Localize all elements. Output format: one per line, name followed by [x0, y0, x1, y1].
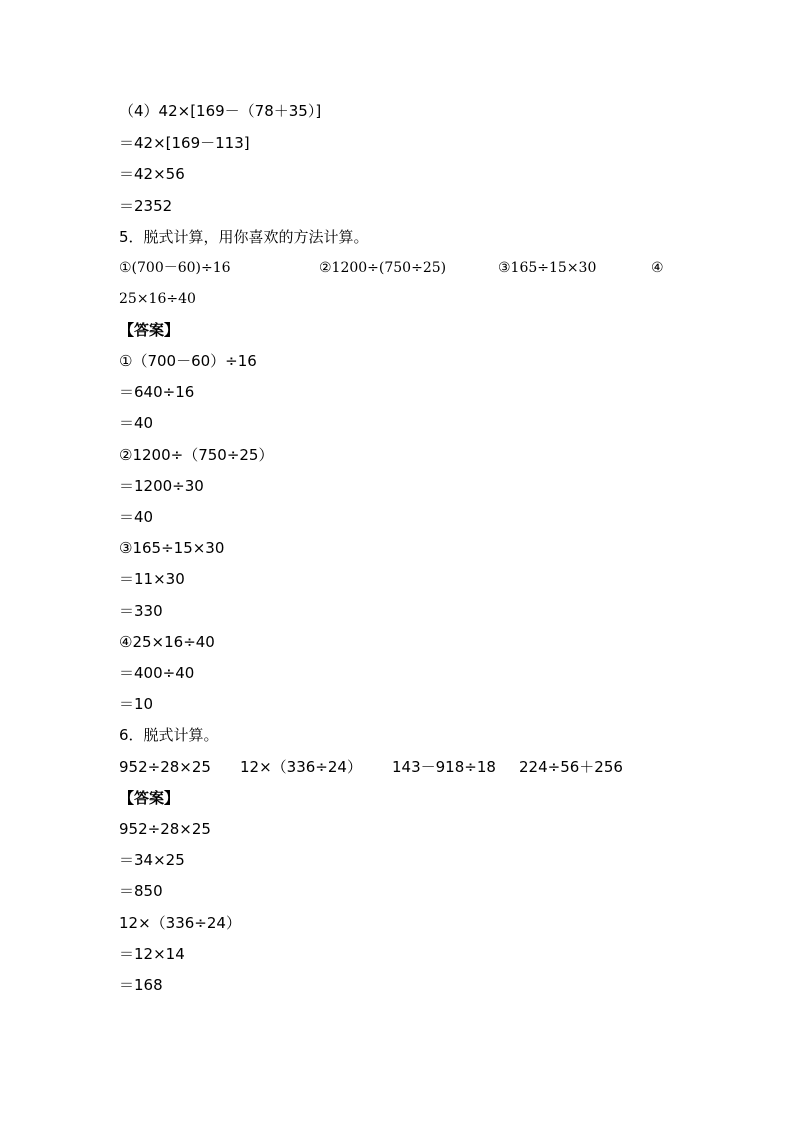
question-5-item-1: ①(700－60)÷16 — [119, 260, 231, 276]
answer-6-2-result: ＝168 — [119, 976, 163, 994]
answer-5-3-step: ＝11×30 — [119, 570, 185, 588]
answer-5-1-step: ＝640÷16 — [119, 383, 195, 401]
answer-6-1-expression: 952÷28×25 — [119, 820, 211, 838]
answer-5-2-result: ＝40 — [119, 508, 154, 526]
question-5-title: 5．脱式计算，用你喜欢的方法计算。 — [119, 228, 369, 246]
answer-6-2-step: ＝12×14 — [119, 945, 185, 963]
answer-5-2-expression: ②1200÷（750÷25） — [119, 446, 274, 464]
answer-5-1-expression: ①（700－60）÷16 — [119, 352, 257, 370]
answer-5-4-step: ＝400÷40 — [119, 664, 195, 682]
question-6-item-3: 143－918÷18 — [392, 758, 496, 776]
answer-5-3-expression: ③165÷15×30 — [119, 539, 225, 557]
answer-6-1-step: ＝34×25 — [119, 851, 185, 869]
step-4-result: ＝2352 — [119, 197, 173, 215]
answer-5-1-result: ＝40 — [119, 414, 154, 432]
question-6-item-4: 224÷56＋256 — [519, 758, 623, 776]
answer-heading-5: 【答案】 — [119, 321, 180, 339]
question-6-item-2: 12×（336÷24） — [240, 758, 362, 776]
step-4-line-1: ＝42×[169－113] — [119, 134, 250, 152]
step-4-line-2: ＝42×56 — [119, 165, 185, 183]
answer-5-4-result: ＝10 — [119, 695, 154, 713]
question-5-item-2: ②1200÷(750÷25) — [319, 260, 447, 276]
question-5-item-4: 25×16÷40 — [119, 291, 196, 307]
question-5-item-3: ③165÷15×30 — [498, 260, 597, 276]
answer-5-4-expression: ④25×16÷40 — [119, 633, 215, 651]
answer-6-2-expression: 12×（336÷24） — [119, 914, 241, 932]
answer-6-1-result: ＝850 — [119, 882, 163, 900]
answer-5-3-result: ＝330 — [119, 602, 163, 620]
answer-5-2-step: ＝1200÷30 — [119, 477, 204, 495]
answer-heading-6: 【答案】 — [119, 789, 180, 807]
question-6-item-1: 952÷28×25 — [119, 758, 211, 776]
question-6-title: 6．脱式计算。 — [119, 726, 219, 744]
step-4-expression: （4）42×[169－（78＋35）] — [119, 102, 322, 120]
question-5-item-4-marker: ④ — [651, 260, 664, 276]
